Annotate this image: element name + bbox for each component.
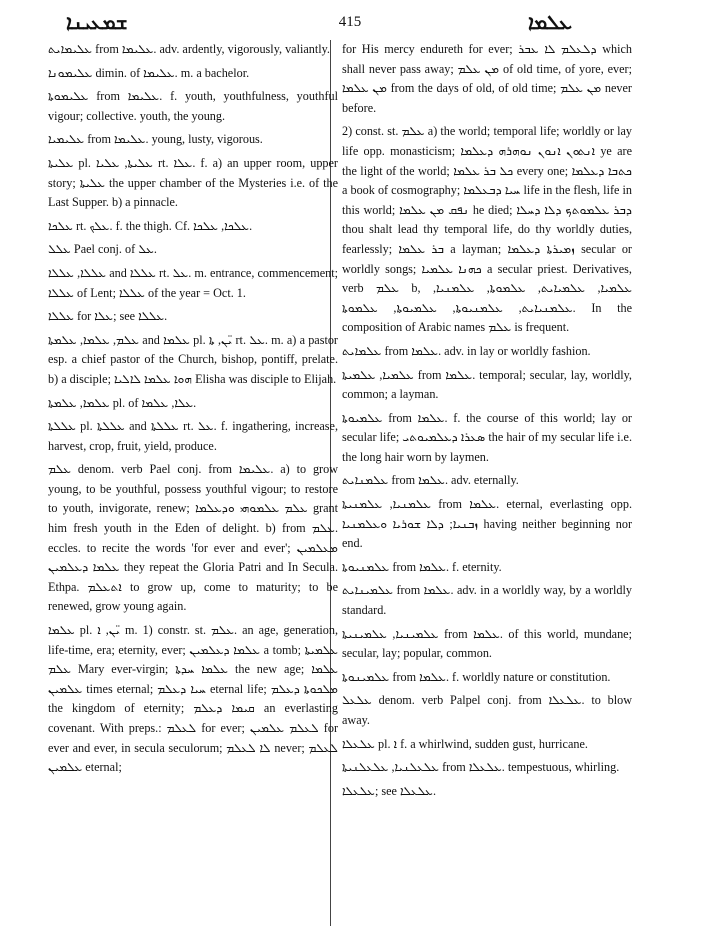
dictionary-entry: ܥܠܡܝܢܐܝܬ from ܥܠܡܐ. adv. in a worldly way, by a worldly standard. [342,583,632,618]
dictionary-entry: ܥܠܥܠ denom. verb Palpel conj. from ܥܠܥܠܐ. to blow away. [342,693,632,727]
right-column [342,40,632,805]
dictionary-entry: ܥܠܝܡܐܝܬ from ܥܠܝܡܐ. adv. ardently, vigorously, valiantly. [48,42,330,56]
dictionary-entry: ܥܠܡܝܢܘܬܐ from ܥܠܡܐ. f. worldly nature or constitution. [342,669,611,684]
dictionary-entry: ܥܠܝܡܘܢܐ dimin. of ܥܠܝܡܐ. m. a bachelor. [48,65,250,80]
dictionary-entry: 2) const. st. ܥܠܡ a) the world; temporal life; worldly or lay life opp. monasticism; ܐܢܬܘܢ ܐܢܘܢ ܢܘܗܪܗ ܕܥܠܡܐ ye are the light of the world; ܟܠ ܒܪ ܥܠܡܐ every one; ܟܬܒܐ ܕܥܠܡܐ a book of cosmography; ܚܝܐ ܕܒܥܠܡܐ life in the flesh, life in this world; ܢܦܩ ܡܢ ܥܠܡܐ he died; ܕܒܪ ܥܠܡܘܬܟ ܕܠܐ ܕܚܠܐ thou shalt lead thy temporal life, do thy worldly duties, fearlessly; ܒܪ ܥܠܡܐ a layman; ܙܡܝܪܬܐ ܕܥܠܡܐ secular or worldly songs; ܟܗܢܐ ܥܠܡܝܐ a secular priest. Derivatives, verb ܥܠܡ b, ܥܠܡܝܐ, ܥܠܡܝܐܝܬ, ܥܠܡܘܬܐ, ܥܠܡܢܝܐ, ܥܠܡܢܝܐܝܬ, ܥܠܡܢܝܘܬܐ, ܥܠܡܝܘܬܐ, ܥܠܡܘܬܐ. In the composition of Arabic names ܥܠܡ is frequent. [342,124,633,335]
dictionary-entry: ܥܠܡܐ pl. ܝ̈ܢ, ܐ m. 1) constr. st. ܥܠܡ. an age, generation, life-time, era; eternity, ever; ܥܠܡܐ ܕܥܠܡܝܢ a tomb; ܥܠܡܝܬܐ ܥܠܡ Mary ever-virgin; ܥܠܡܐ ܚܕܬܐ the new age; ܥܠܡܐ ܥܠܡܝܢ times eternal; ܚܝܐ ܕܥܠܡ eternal life; ܡܠܟܘܬܐ ܕܥܠܡ the kingdom of eternity; ܩܝܡܐ ܕܥܠܡ an everlasting covenant. With preps.: ܠܥܠܡ for ever; ܠܥܠܡ ܥܠܡܝܢ for ever and ever, in secula seculorum; ܠܐ ܠܥܠܡ never; ܠܥܠܡ ܥܠܡܝܢ eternal; [48,623,339,775]
right-running-head: ܥܠܡܐ [528,10,572,34]
dictionary-entry: ܥܠܟܐ rt. ܥܠܟ. f. the thigh. Cf. ܥܠܟܐ, ܥܠܟܐ. [48,218,253,233]
dictionary-entry-continued: for His mercy endureth for ever; ܕܠܥܠܡ ܠܐ ܥܒܪ which shall never pass away; ܡܢ ܥܠܡ of old time, of yore, ever; ܡܢ ܥܠܡܐ from the days of old, of old time; ܡܢ ܥܠܡ never before. [342,42,632,115]
dictionary-entry: ܥܠܠܐ for ܥܠܐ; see ܥܠܠܐ. [48,309,168,324]
running-header [0,6,704,36]
dictionary-entry: ܥܠܡ, ܥܠܡܐ, ܥܠܡܬܐ and ܥܠܡܐ pl. ܝ̈ܢ, ܬܐ rt. ܥܠ. m. a) a pastor esp. a chief pastor of the Church, bishop, pontiff, prelate. b) a disciple; ܗܘܐ ܥܠܡܐ ܠܐܠܝܐ Elisha was disciple to Elijah. [48,332,338,386]
dictionary-entry: ܥܠܥܠܐ; see ܥܠܥܠܐ. [342,783,436,798]
dictionary-entry: ܥܠܡܢܝܐ, ܥܠܡܢܝܬܐ from ܥܠܡܐ. eternal, everlasting opp. ܙܒܢܝܐ; ܕܠܐ ܫܘܪܝܐ ܘܥܠܡܢܝܐ having neither beginning nor end. [342,497,633,551]
dictionary-entry: ܥܠܡܝܢܝܐ, ܥܠܡܝܢܝܬܐ from ܥܠܡܐ. of this world, mundane; secular, lay; popular, common. [342,626,632,661]
left-column [48,40,338,782]
dictionary-entry: ܥܠܡܐܝܬ from ܥܠܡܐ. adv. in lay or worldly fashion. [342,343,591,358]
dictionary-entry: ܥܠܡܢܝܘܬܐ from ܥܠܡܐ. f. eternity. [342,559,502,574]
dictionary-entry: ܥܠܡܝܐ, ܥܠܡܝܬܐ from ܥܠܡܐ. temporal; secular, lay, worldly, common; a layman. [342,367,632,402]
dictionary-entry: ܥܠܡܢܐܝܬ from ܥܠܡܐ. adv. eternally. [342,473,519,488]
dictionary-entry: ܥܠܠܬܐ pl. ܥܠܠܬܐ and ܥܠܠܬܐ rt. ܥܠ. f. ingathering, increase, harvest, crop, fruit, yield, produce. [48,419,338,453]
dictionary-entry: ܥܠܝܡܝܐ from ܥܠܝܡܐ. young, lusty, vigorous. [48,132,263,147]
page-number: 415 [338,14,362,30]
dictionary-entry: ܥܠܡܐ, ܥܠܡܬܐ pl. of ܥܠܐ, ܥܠܡܐ. [48,395,197,410]
dictionary-entry: ܥܠܡ denom. verb Pael conj. from ܥܠܝܡܐ. a) to grow young, to be youthful, possess youthful vigour; to restore to youth, invigorate, renew; ܥܠܡ ܥܠܡܘܗܝ ܘܕܥܠܡܐ grant him fresh youth in the Eden of delight. b) from ܥܠܡ. eccles. to recite the words 'for ever and ever'; ܡܥܠܡܝܢ ܥܠܡܐ ܕܥܠܡܝܢ they repeat the Gloria Patri and In Secula. Ethpa. ܐܬܥܠܡ to grow up, come to maturity; to be renewed, grow young again. [48,462,339,614]
left-running-head: ܫܡܥܝܢܐ [66,10,128,34]
dictionary-entry: ܥܠܝܬܐ pl. ܥܠܝܬܐ, ܥܠܝܐ rt. ܥܠܐ. f. a) an upper room, upper story; ܥܠܝܬܐ the upper chamber of the Mysteries i.e. of the Last Supper. b) a pinnacle. [48,155,338,210]
dictionary-entry: ܥܠܠܐ, ܥܠܠܐ and ܥܠܠܐ rt. ܥܠ. m. entrance, commencement; ܥܠܠܐ of Lent; ܥܠܠܐ of the year = Oct. 1. [48,265,338,300]
dictionary-entry: ܥܠܡܝܘܬܐ from ܥܠܡܐ. f. the course of this world; lay or secular life; ܣܥܪܐ ܕܥܠܡܝܘܬܝ the hair of my secular life i.e. the long hair worn by laymen. [342,410,632,464]
dictionary-entry: ܥܠܝܡܘܬܐ from ܥܠܝܡܐ. f. youth, youthfulness, youthful vigour; collective. youth, the young. [48,89,338,123]
dictionary-entry: ܥܠܥܠܢܝܐ, ܥܠܥܠܢܝܬܐ from ܥܠܥܠܐ. tempestuous, whirling. [342,760,620,775]
dictionary-entry: ܥܠܥܠܐ pl. ܐ f. a whirlwind, sudden gust, hurricane. [342,736,588,751]
dictionary-entry: ܥܠܠ Pael conj. of ܥܠ. [48,242,157,257]
